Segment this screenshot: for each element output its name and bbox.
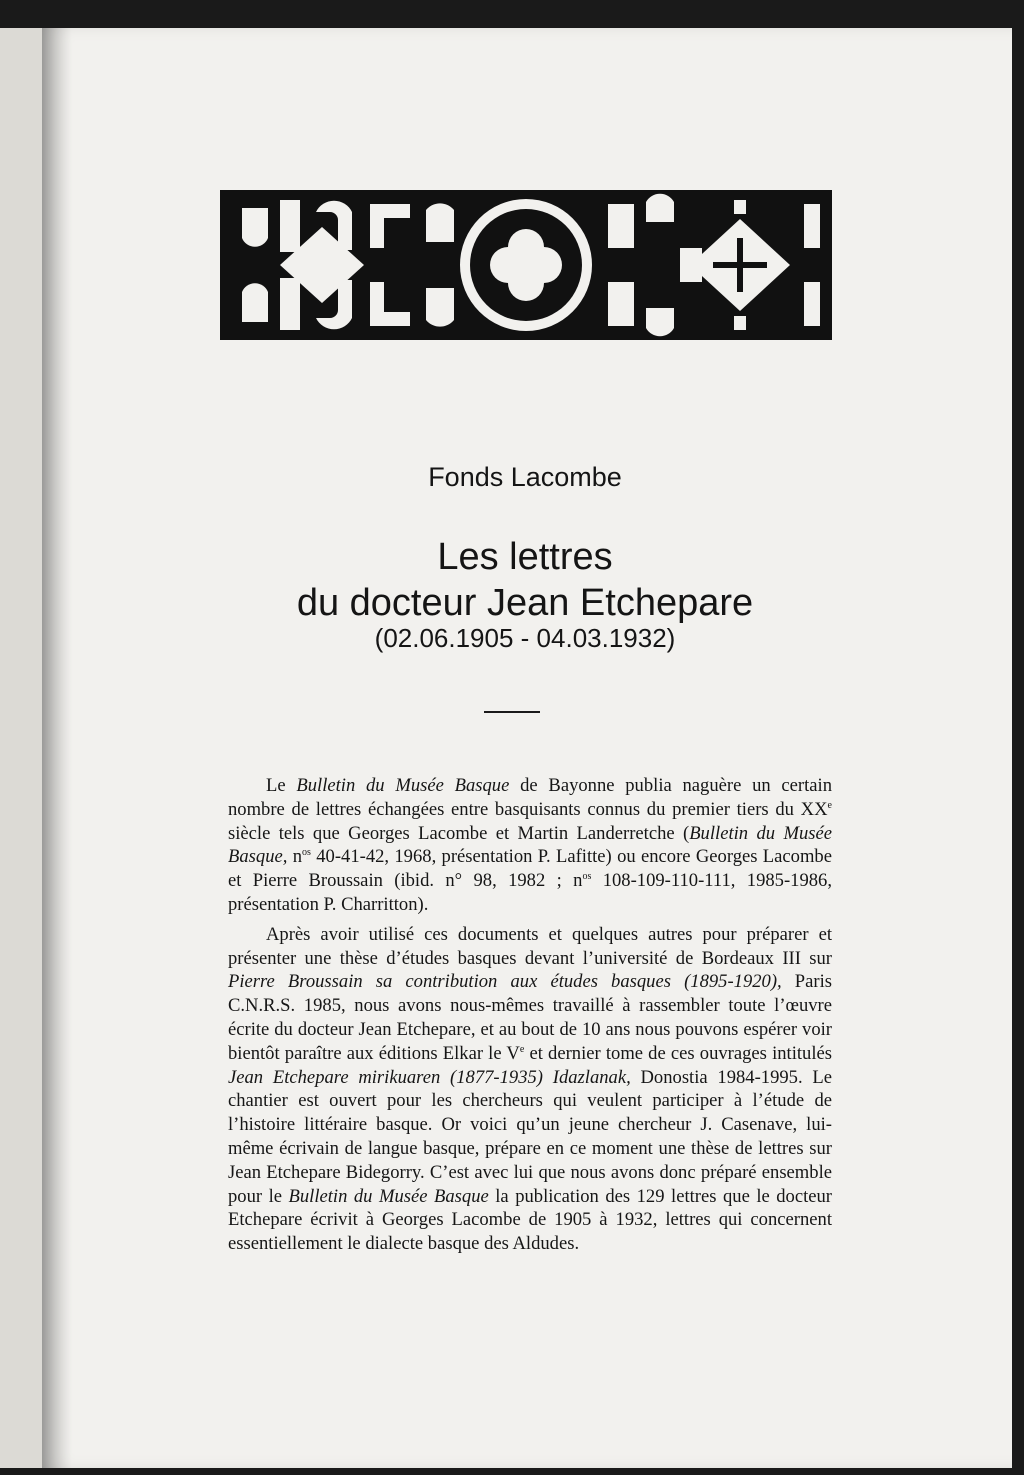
text-run: n (287, 846, 303, 868)
superscript: e (519, 1043, 525, 1055)
italic-title: Jean Etchepare mirikuaren (1877-1935) Idazlanak, (228, 1066, 631, 1088)
title-divider (484, 711, 540, 713)
superscript: e (827, 799, 832, 811)
paragraph-2 (228, 923, 832, 1256)
text-run: et dernier tome de ces ouvrages intitulés (524, 1042, 832, 1064)
italic-title: Pierre Broussain sa contribution aux études basques (1895-1920), (228, 971, 782, 993)
text-run: de Bayonne publia naguère un certain nombre de lettres échangées entre basquisants connus du premier tiers du XX (228, 775, 833, 820)
text-run: Après avoir utilisé ces documents et quelques autres pour préparer et présenter une thèse d’études basques devant l’université de Bordeaux III sur (228, 923, 832, 969)
basque-lauburu-frieze-icon (220, 190, 832, 340)
italic-title: Bulletin du Musée Basque (288, 1185, 489, 1207)
paragraph-1 (228, 774, 832, 917)
title-line-2: du docteur Jean Etchepare (296, 582, 754, 624)
text-run: Donostia 1984-1995. Le chantier est ouvert pour les chercheurs qui veulent participer à l’étude de l’histoire littéraire basque. Or voici qu’un jeune chercheur J. Casenave, lui-même écrivain de langue basque, prépare en ce moment une thèse de lettres sur Jean Etchepare Bidegorry. C’est avec lui que nous avons donc préparé ensemble pour le (228, 1066, 832, 1207)
italic-title: Bulletin du Musée Basque, (228, 822, 832, 868)
text-run: Le (266, 775, 297, 796)
superscript: os (302, 847, 311, 859)
article-body (228, 774, 832, 1262)
collection-heading: Fonds Lacombe (428, 462, 622, 492)
text-run: Paris C.N.R.S. 1985, nous avons nous-mêmes travaillé à rassembler toute l’œuvre écrite du docteur Jean Etchepare, et au bout de 10 ans nous pouvons espérer voir bientôt paraître aux éditions Elkar le V (228, 971, 832, 1064)
gutter-shadow (42, 28, 72, 1468)
article-title (180, 534, 870, 626)
text-run: siècle tels que Georges Lacombe et Martin Landerretche ( (228, 822, 690, 844)
date-range: (02.06.1905 - 04.03.1932) (374, 623, 676, 653)
text-run: 108-109-110-111, 1985-1986, présentation P. Charritton). (228, 870, 832, 915)
title-line-1: Les lettres (437, 536, 613, 578)
text-run: la publication des 129 lettres que le docteur Etchepare écrivit à Georges Lacombe de 1905 à 1932, lettres qui concernent essentiellement le dialecte basque des Aldudes. (228, 1185, 832, 1255)
text-run: 40-41-42, 1968, présentation P. Lafitte) ou encore Georges Lacombe et Pierre Broussain (ibid. n° 98, 1982 ; n (228, 846, 832, 892)
facing-page-edge (0, 28, 42, 1468)
italic-title: Bulletin du Musée Basque (296, 775, 510, 796)
superscript: os (582, 871, 592, 882)
